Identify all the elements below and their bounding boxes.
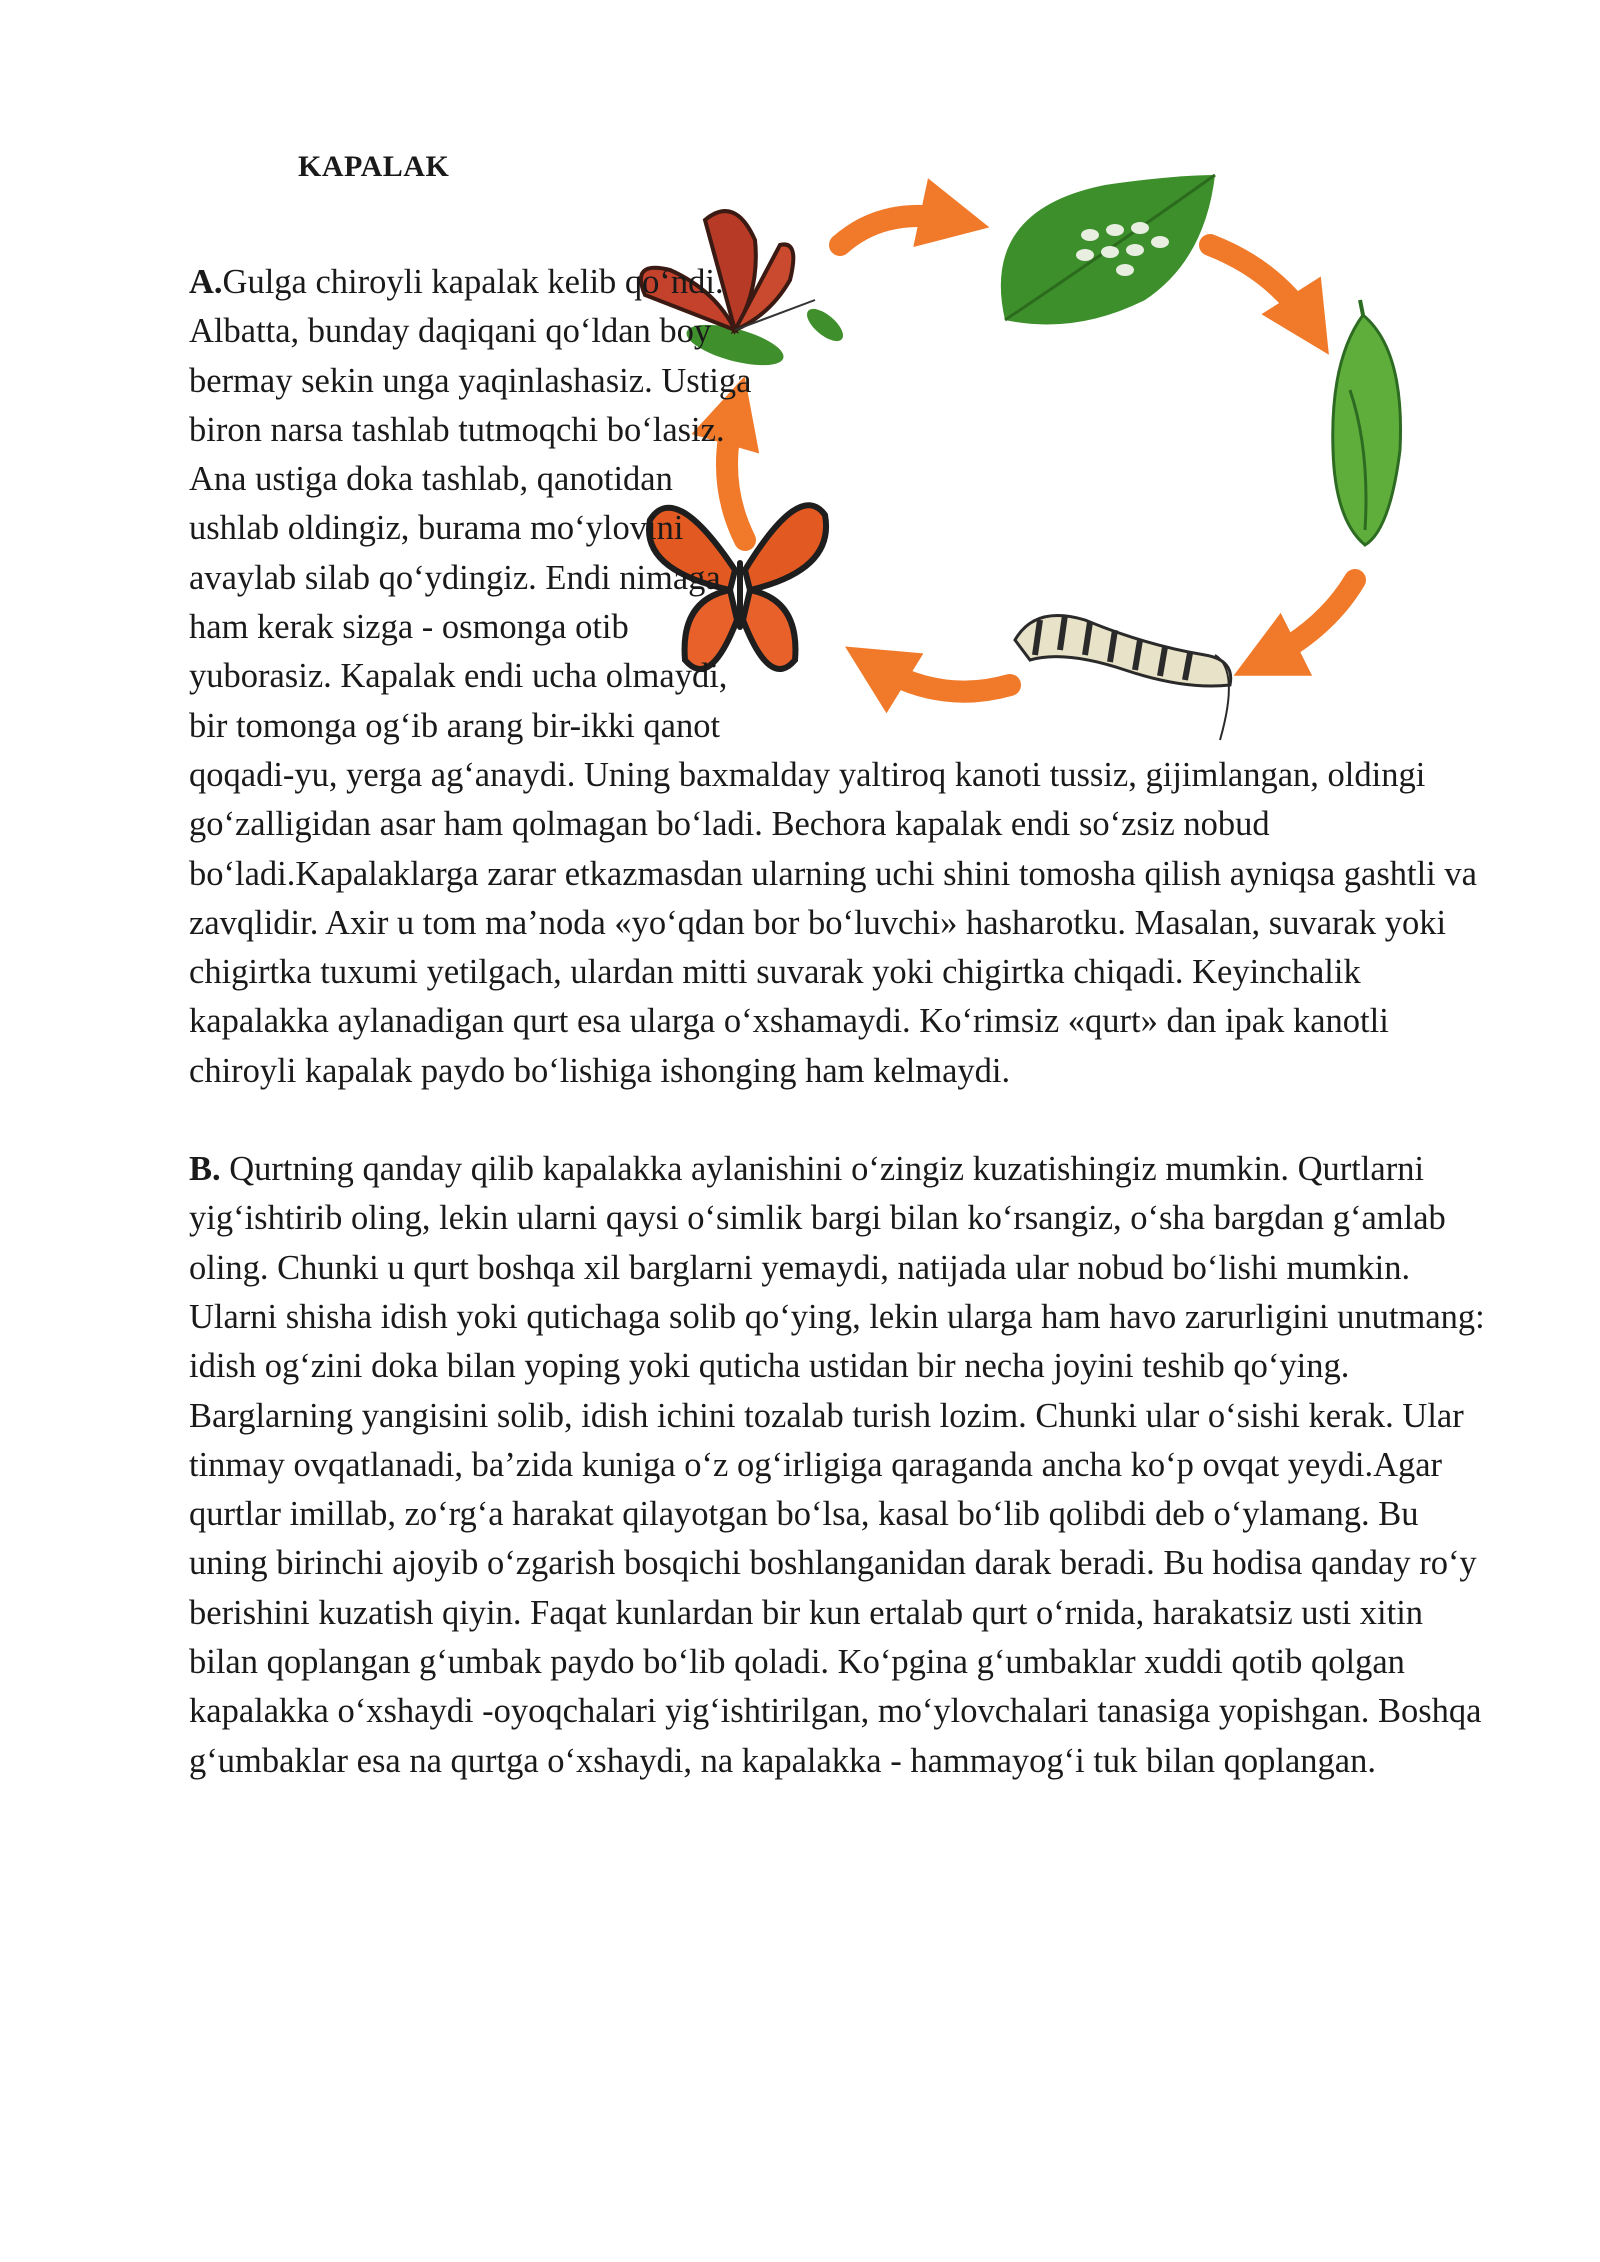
section-b-marker: B. (189, 1150, 221, 1189)
section-b-paragraph (189, 1145, 1489, 1786)
section-a-text: Gulga chiroyli kapalak kelib qo‘ndi. Albatta, bunday daqiqani qo‘ldan boy bermay sekin unga yaqinlashasiz. Ustiga biron narsa tashlab tutmoqchi bo‘lasiz. Ana ustiga doka tashlab, qanotidan ushlab oldingiz, burama mo‘ylovini avaylab silab qo‘ydingiz. Endi nimaga ham kerak sizga - osmonga otib yuborasiz. Kapalak endi ucha olmaydi, bir tomonga og‘ib arang bir-ikki qanot qoqadi-yu, yerga ag‘anaydi. Uning baxmalday yaltiroq kanoti tussiz, gijimlangan, oldingi go‘zalligidan asar ham qolmagan bo‘ladi. Bechora kapalak endi so‘zsiz nobud bo‘ladi.Kapalaklarga zarar etkazmasdan ularning uchi shini tomosha qilish ayniqsa gashtli va zavqlidir. Axir u tom ma’noda «yo‘qdan bor bo‘luvchi» hasharotku. Masalan, suvarak yoki chigirtka tuxumi yetilgach, ulardan mitti suvarak yoki chigirtka chiqadi. Keyinchalik kapalakka aylanadigan qurt esa ularga o‘xshamaydi. Ko‘rimsiz «qurt» dan ipak kanotli chiroyli kapalak paydo bo‘lishiga ishonging ham kelmaydi. (189, 263, 1477, 1090)
article-body (189, 258, 1489, 1786)
section-b-text: Qurtning qanday qilib kapalakka aylanishini o‘zingiz kuzatishingiz mumkin. Qurtlarni yig‘ishtirib oling, lekin ularni qaysi o‘simlik bargi bilan ko‘rsangiz, o‘sha bargdan g‘amlab oling. Chunki u qurt boshqa xil barglarni yemaydi, natijada ular nobud bo‘lishi mumkin. Ularni shisha idish yoki qutichaga solib qo‘ying, lekin ularga ham havo zarurligini unutmang: idish og‘zini doka bilan yoping yoki quticha ustidan bir necha joyini teshib qo‘ying. Barglarning yangisini solib, idish ichini tozalab turish lozim. Chunki ular o‘sishi kerak. Ular tinmay ovqatlanadi, ba’zida kuniga o‘z og‘irligiga qaraganda ancha ko‘p ovqat yeydi.Agar qurtlar imillab, zo‘rg‘a harakat qilayotgan bo‘lsa, kasal bo‘lib qolibdi deb o‘ylamang. Bu uning birinchi ajoyib o‘zgarish bosqichi boshlanganidan darak beradi. Bu hodisa qanday ro‘y berishini kuzatish qiyin. Faqat kunlardan bir kun ertalab qurt o‘rnida, harakatsiz usti xitin bilan qoplangan g‘umbak paydo bo‘lib qoladi. Ko‘pgina g‘umbaklar xuddi qotib qolgan kapalakka o‘xshaydi -oyoqchalari yig‘ishtirilgan, mo‘ylovchalari tanasiga yopishgan. Boshqa g‘umbaklar esa na qurtga o‘xshaydi, na kapalakka - hammayog‘i tuk bilan qoplangan. (189, 1150, 1485, 1780)
page-title: KAPALAK (298, 150, 450, 183)
paragraph-gap (189, 1096, 1489, 1145)
section-a-marker: A. (189, 263, 223, 301)
arrow-butterfly-to-eggs (840, 216, 955, 245)
figure-text-wrap (767, 258, 1489, 748)
